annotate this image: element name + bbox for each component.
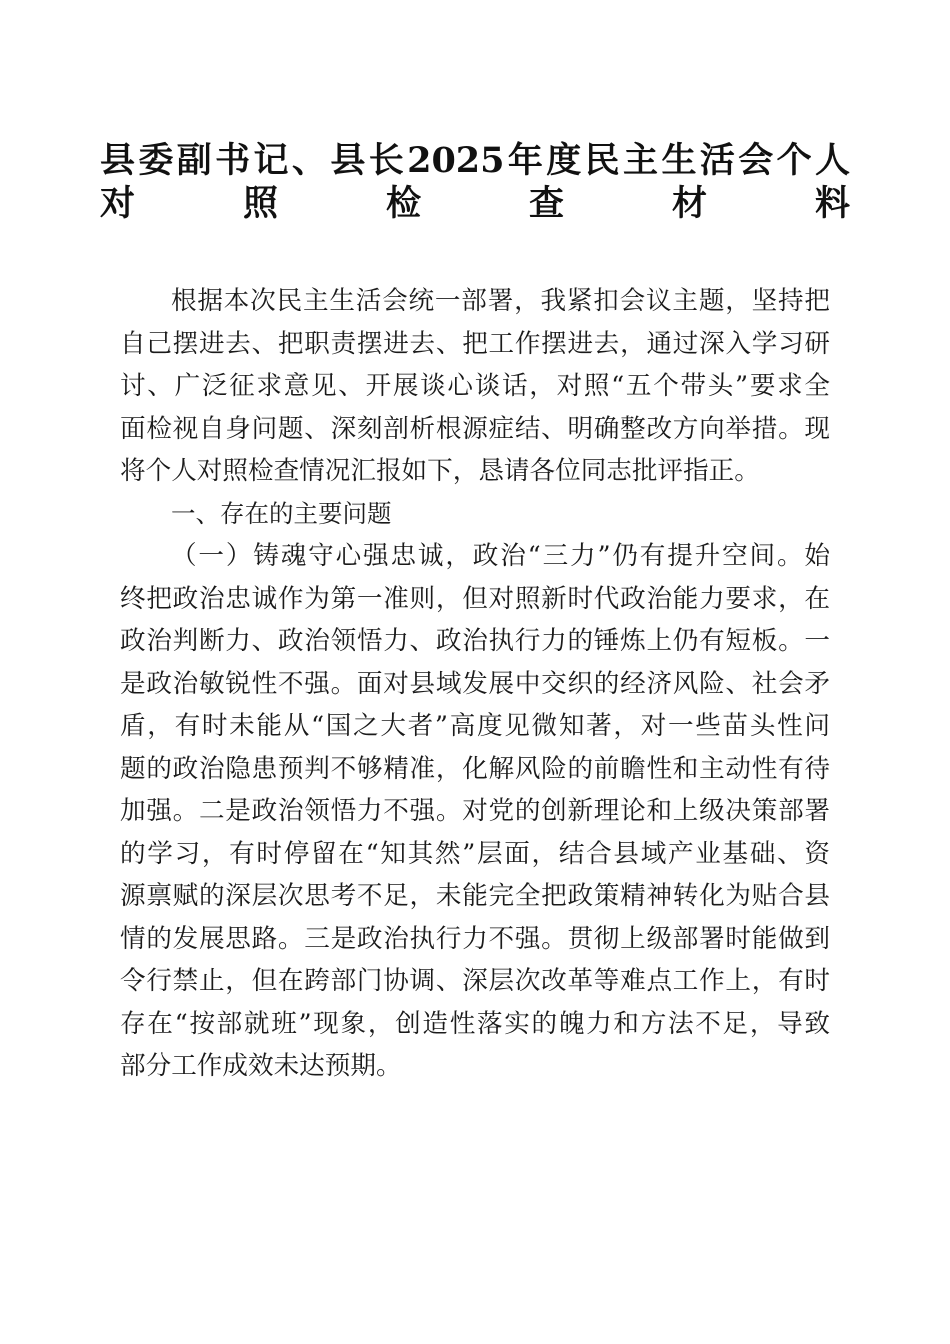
document-body (120, 280, 830, 1088)
paragraph-line: 源禀赋的深层次思考不足，未能完全把政策精神转化为贴合县 (120, 881, 830, 911)
paragraph-line: 将个人对照检查情况汇报如下，恳请各位同志批评指正。 (120, 456, 760, 486)
paragraph-line: 的学习，有时停留在“知其然”层面，结合县域产业基础、资 (120, 838, 830, 869)
paragraph-line: 自己摆进去、把职责摆进去、把工作摆进去，通过深入学习研 (120, 328, 830, 359)
paragraph-line: 存在“按部就班”现象，创造性落实的魄力和方法不足，导致 (120, 1008, 830, 1039)
section-heading: 一、存在的主要问题 (171, 498, 392, 528)
paragraph-line: 情的发展思路。三是政治执行力不强。贯彻上级部署时能做到 (120, 923, 830, 954)
paragraph-line: 部分工作成效未达预期。 (120, 1051, 402, 1081)
title-line: 对照检查材料 (100, 182, 850, 220)
section-paragraph (120, 535, 830, 1088)
paragraph-line: 加强。二是政治领悟力不强。对党的创新理论和上级决策部署 (120, 796, 830, 826)
document-title (100, 135, 850, 220)
paragraph-line: 根据本次民主生活会统一部署，我紧扣会议主题，坚持把 (171, 286, 830, 316)
paragraph-line: 盾，有时未能从“国之大者”高度见微知著，对一些苗头性问 (120, 711, 830, 741)
paragraph-line: 终把政治忠诚作为第一准则，但对照新时代政治能力要求，在 (120, 583, 830, 614)
paragraph-line: 面检视自身问题、深刻剖析根源症结、明确整改方向举措。现 (120, 413, 830, 444)
paragraph-line: （一）铸魂守心强忠诚，政治“三力”仍有提升空间。始 (171, 541, 830, 571)
paragraph-line: 是政治敏锐性不强。面对县域发展中交织的经济风险、社会矛 (120, 668, 830, 699)
paragraph-line: 政治判断力、政治领悟力、政治执行力的锤炼上仍有短板。一 (120, 626, 830, 656)
paragraph-line: 题的政治隐患预判不够精准，化解风险的前瞻性和主动性有待 (120, 753, 830, 784)
intro-paragraph (120, 280, 830, 493)
paragraph-line: 讨、广泛征求意见、开展谈心谈话，对照“五个带头”要求全 (120, 371, 830, 401)
paragraph-line: 令行禁止，但在跨部门协调、深层次改革等难点工作上，有时 (120, 966, 830, 996)
title-line: 县委副书记、县长2025年度民主生活会个人 (100, 140, 850, 178)
